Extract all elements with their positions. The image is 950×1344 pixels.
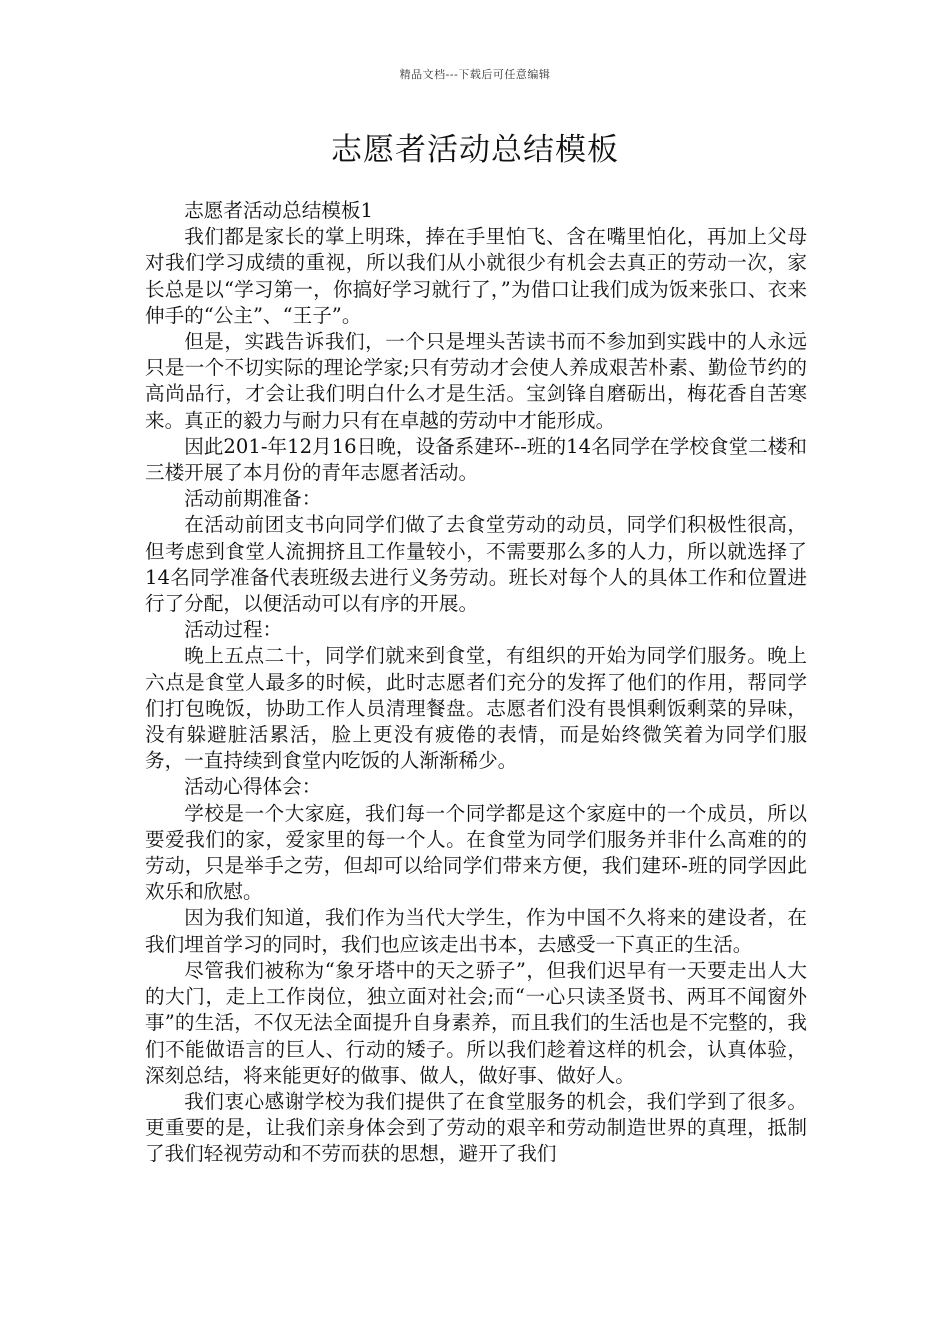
paragraph: 因此201-年12月16日晚，设备系建环--班的14名同学在学校食堂二楼和三楼开展了本月份的青年志愿者活动。 (145, 434, 807, 485)
paragraph: 尽管我们被称为“象牙塔中的天之骄子”，但我们迟早有一天要走出人大的大门，走上工作岗位，独立面对社会;而“一心只读圣贤书、两耳不闻窗外事”的生活，不仅无法全面提升自身素养，而且我们的生活也是不完整的，我们不能做语言的巨人、行动的矮子。所以我们趁着这样的机会，认真体验，深刻总结，将来能更好的做事、做人，做好事、做好人。 (145, 958, 807, 1087)
page-header-note: 精品文档---下载后可任意编辑 (399, 68, 551, 81)
paragraph-subtitle: 志愿者活动总结模板1 (184, 199, 373, 222)
section-heading-process: 活动过程： (184, 618, 283, 642)
paragraph: 我们都是家长的掌上明珠，捧在手里怕飞、含在嘴里怕化，再加上父母对我们学习成绩的重视，所以我们从小就很少有机会去真正的劳动一次，家长总是以“学习第一，你搞好学习就行了，”为借口让我们成为饭来张口、衣来伸手的“公主”、“王子”。 (145, 225, 807, 327)
document-body (145, 198, 807, 1168)
paragraph: 但是，实践告诉我们，一个只是埋头苦读书而不参加到实践中的人永远只是一个不切实际的理论学家;只有劳动才会使人养成艰苦朴素、勤俭节约的高尚品行，才会让我们明白什么才是生活。宝剑锋自磨砺出，梅花香自苦寒来。真正的毅力与耐力只有在卓越的劳动中才能形成。 (145, 330, 807, 432)
section-heading-preparation: 活动前期准备： (184, 487, 322, 511)
paragraph: 因为我们知道，我们作为当代大学生，作为中国不久将来的建设者，在我们埋首学习的同时，我们也应该走出书本，去感受一下真正的生活。 (145, 906, 807, 956)
paragraph: 晚上五点二十，同学们就来到食堂，有组织的开始为同学们服务。晚上六点是食堂人最多的时候，此时志愿者们充分的发挥了他们的作用，帮同学们打包晚饭，协助工作人员清理餐盘。志愿者们没有畏惧剩饭剩菜的异味，没有躲避脏活累活，脸上更没有疲倦的表情，而是始终微笑着为同学们服务，一直持续到食堂内吃饭的人渐渐稀少。 (145, 644, 807, 773)
paragraph: 我们衷心感谢学校为我们提供了在食堂服务的机会，我们学到了很多。更重要的是，让我们亲身体会到了劳动的艰辛和劳动制造世界的真理，抵制了我们轻视劳动和不劳而获的思想，避开了我们 (145, 1089, 807, 1166)
paragraph: 在活动前团支书向同学们做了去食堂劳动的动员，同学们积极性很高，但考虑到食堂人流拥挤且工作量较小，不需要那么多的人力，所以就选择了14名同学准备代表班级去进行义务劳动。班长对每个人的具体工作和位置进行了分配，以便活动可以有序的开展。 (145, 513, 807, 616)
document-title: 志愿者活动总结模板 (331, 132, 619, 168)
section-heading-reflection: 活动心得体会： (184, 775, 322, 799)
paragraph: 学校是一个大家庭，我们每一个同学都是这个家庭中的一个成员，所以要爱我们的家，爱家里的每一个人。在食堂为同学们服务并非什么高难的的劳动，只是举手之劳，但却可以给同学们带来方便，我们建环-班的同学因此欢乐和欣慰。 (145, 801, 807, 904)
